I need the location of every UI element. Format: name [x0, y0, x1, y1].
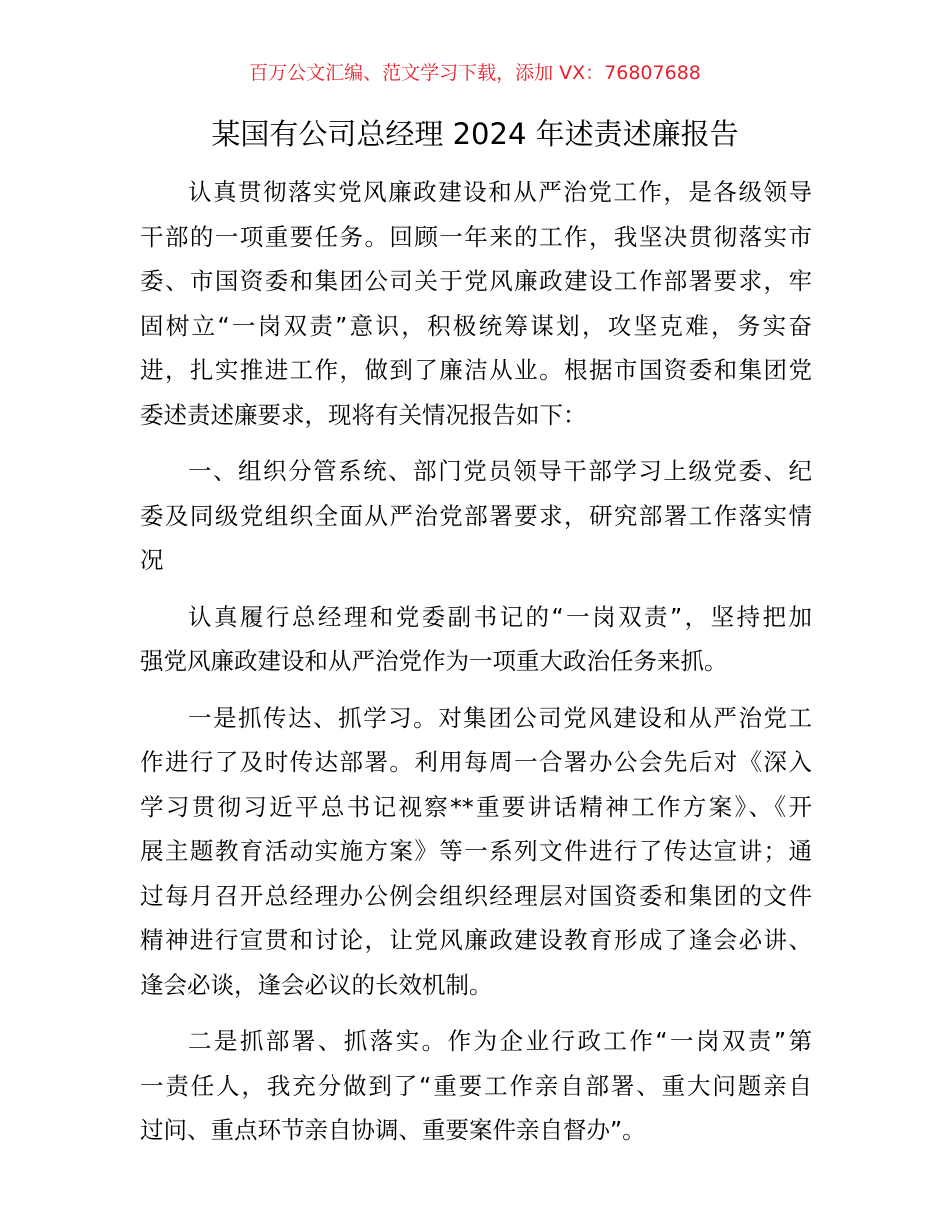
paragraph-line: 二是抓部署、抓落实。作为企业行政工作“一岗双责”第: [188, 1027, 812, 1055]
paragraph-line: 过问、重点环节亲自协调、重要案件亲自督办”。: [140, 1116, 646, 1144]
paragraph-line: 过每月召开总经理办公例会组织经理层对国资委和集团的文件: [140, 881, 812, 910]
paragraph-line: 学习贯彻习近平总书记视察**重要讲话精神工作方案》、《开: [140, 792, 812, 821]
paragraph-line: 作进行了及时传达部署。利用每周一合署办公会先后对《深入: [140, 748, 812, 776]
paragraph-line: 精神进行宣贯和讨论，让党风廉政建设教育形成了逢会必讲、: [140, 926, 812, 954]
paragraph-line: 一是抓传达、抓学习。对集团公司党风建设和从严治党工: [188, 703, 812, 732]
paragraph-line: 委及同级党组织全面从严治党部署要求，研究部署工作落实情: [140, 501, 812, 530]
paragraph-line: 展主题教育活动实施方案》等一系列文件进行了传达宣讲；通: [140, 837, 812, 865]
paragraph-line: 逢会必谈，逢会必议的长效机制。: [140, 970, 493, 999]
paragraph-line: 强党风廉政建设和从严治党作为一项重大政治任务来抓。: [140, 647, 728, 675]
paragraph-line: 干部的一项重要任务。回顾一年来的工作，我坚决贯彻落实市: [140, 222, 812, 251]
paragraph-line: 一、组织分管系统、部门党员领导干部学习上级党委、纪: [188, 457, 812, 485]
paragraph-line: 委述责述廉要求，现将有关情况报告如下：: [140, 400, 587, 429]
document-title: 某国有公司总经理 2024 年述责述廉报告: [211, 117, 739, 151]
paragraph-line: 委、市国资委和集团公司关于党风廉政建设工作部署要求，牢: [140, 267, 812, 295]
paragraph: [140, 449, 812, 583]
paragraph: [140, 696, 812, 1008]
document-body: [140, 170, 812, 1165]
watermark-banner: 百万公文汇编、范文学习下载，添加 VX：76807688: [249, 62, 701, 84]
paragraph: [140, 1019, 812, 1153]
paragraph-line: 况: [140, 546, 164, 574]
paragraph: [140, 170, 812, 437]
paragraph-line: 认真履行总经理和党委副书记的“一岗双责”，坚持把加: [188, 602, 812, 631]
paragraph-line: 一责任人，我充分做到了“重要工作亲自部署、重大问题亲自: [140, 1071, 812, 1100]
paragraph-line: 固树立“一岗双责”意识，积极统筹谋划，攻坚克难，务实奋: [140, 311, 812, 340]
paragraph-line: 认真贯彻落实党风廉政建设和从严治党工作，是各级领导: [188, 178, 812, 206]
paragraph: [140, 595, 812, 684]
paragraph-line: 进，扎实推进工作，做到了廉洁从业。根据市国资委和集团党: [140, 356, 812, 384]
